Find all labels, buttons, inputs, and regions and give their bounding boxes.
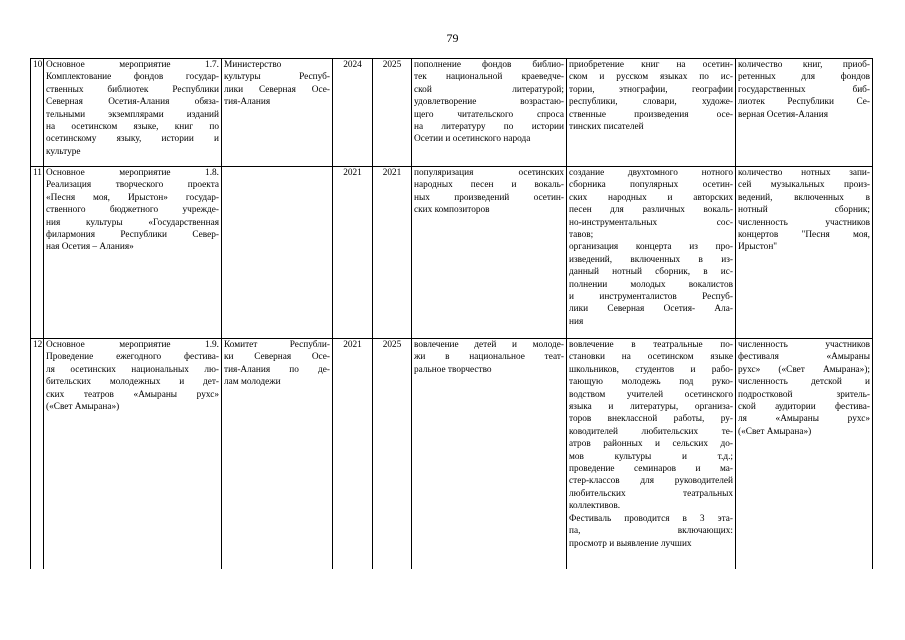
event-cell xyxy=(44,339,222,570)
cell-line: ских композиторов xyxy=(414,205,490,216)
cell-line: верная Осетия-Алания xyxy=(738,109,829,120)
cell-line: Фестиваль проводится в 3 эта- xyxy=(569,513,733,524)
cell-line: организация концерта из про- xyxy=(569,242,733,253)
cell-line: данный нотный сборник, в ис- xyxy=(569,267,733,278)
cell-line: щего читательского спроса xyxy=(414,109,564,120)
cell-line: численность участников xyxy=(738,217,870,228)
cell-line: любительских театральных xyxy=(569,488,733,499)
cell-line: вовлечение в театральные по- xyxy=(569,340,733,350)
cell-line: ственные произведения осе- xyxy=(569,109,733,120)
cell-line: пополнение фондов библио- xyxy=(414,60,564,70)
cell-line: ских театров «Амыраны рухс» xyxy=(46,389,219,400)
result-cell xyxy=(567,59,736,167)
cell-line: ных произведений осетин- xyxy=(414,192,564,203)
cell-line: ретенных для фондов xyxy=(738,72,870,83)
cell-line: численность участников xyxy=(738,340,870,350)
cell-line: («Свет Амыранa») xyxy=(738,426,812,437)
cell-line: Комитет Республи- xyxy=(224,340,330,350)
cell-line: торов внеклассной работы, ру- xyxy=(569,414,733,425)
cell-line: тек национальной краеведче- xyxy=(414,72,564,83)
cell-line: филармония Республики Север- xyxy=(46,230,219,241)
cell-line: «Песня моя, Ирыстон» государ- xyxy=(46,192,219,203)
cell-line: ственного бюджетного учрежде- xyxy=(46,205,219,216)
cell-line: Северная Осетия-Алания обяза- xyxy=(46,97,219,108)
indicator-cell xyxy=(736,339,873,570)
cell-line: песен для различных вокаль- xyxy=(569,205,733,216)
cell-line: нотный сборник; xyxy=(738,205,870,216)
cell-line: ля «Амыраны рухс» xyxy=(738,414,870,425)
cell-line: популяризация осетинских xyxy=(414,168,564,178)
cell-line: сборника популярных осетин- xyxy=(569,180,733,191)
cell-line: водством учителей осетинского xyxy=(569,389,733,400)
table-row xyxy=(31,339,873,570)
cell-line: создание двухтомного нотного xyxy=(569,168,733,178)
indicator-cell xyxy=(736,59,873,167)
cell-line: на осетинском языке, книг по xyxy=(46,122,219,133)
cell-line: вовлечение детей и молоде- xyxy=(414,340,564,350)
cell-line: коллективов. xyxy=(569,501,621,512)
cell-line: Основное мероприятие 1.8. xyxy=(46,168,219,178)
result-cell xyxy=(567,167,736,339)
cell-line: подростковой зритель- xyxy=(738,389,870,400)
cell-line: лам молодежи xyxy=(224,377,281,388)
cell-line: тающую молодежь под руко- xyxy=(569,377,733,388)
cell-line: просмотр и выявление лучших xyxy=(569,538,692,549)
cell-line: мов культуры и т.д.; xyxy=(569,451,733,462)
cell-line: количество нотных запи- xyxy=(738,168,870,178)
cell-line: Основное мероприятие 1.9. xyxy=(46,340,219,350)
cell-line: концертов "Песня моя, xyxy=(738,230,870,241)
indicator-cell xyxy=(736,167,873,339)
cell-line: народных песен и вокаль- xyxy=(414,180,564,191)
goal-cell xyxy=(412,59,567,167)
table-row xyxy=(31,59,873,167)
cell-line: бительских молодежных и дет- xyxy=(46,377,219,388)
cell-line: ная Осетия – Алания» xyxy=(46,242,134,253)
cell-line: ля осетинских национальных лю- xyxy=(46,364,219,375)
cell-line: изведений, включенных в из- xyxy=(569,254,733,265)
cell-line: Реализация творческого проекта xyxy=(46,180,219,191)
cell-line: лики Северная Осе- xyxy=(224,84,330,95)
goal-cell xyxy=(412,339,567,570)
table-row xyxy=(31,167,873,339)
cell-line: осетинскому языку, истории и xyxy=(46,134,219,145)
cell-line: тия-Алания по де- xyxy=(224,364,330,375)
cell-line: па, включающих: xyxy=(569,526,733,537)
event-cell xyxy=(44,59,222,167)
cell-line: государственных биб- xyxy=(738,84,870,95)
cell-line: численность детской и xyxy=(738,377,870,388)
cell-line: ководителей любительских те- xyxy=(569,426,733,437)
cell-line: жи в национальное теат- xyxy=(414,352,564,363)
cell-line: приобретение книг на осетин- xyxy=(569,60,733,70)
page-number: 79 xyxy=(446,31,459,45)
cell-line: тельными экземплярами изданий xyxy=(46,109,219,120)
executor-cell xyxy=(222,339,333,570)
cell-line: полнении молодых вокалистов xyxy=(569,279,733,290)
cell-line: ской аудитории фестива- xyxy=(738,402,870,413)
cell-line: тия-Алания xyxy=(224,97,271,108)
cell-line: ской литературой; xyxy=(414,84,564,95)
end-year-cell: 2021 xyxy=(373,167,412,339)
cell-line: тории, этнографии, географии xyxy=(569,84,733,95)
cell-line: на литературу по истории xyxy=(414,122,564,133)
cell-line: Проведение ежегодного фестива- xyxy=(46,352,219,363)
cell-line: («Свет Амыранa») xyxy=(46,402,120,413)
cell-line: но-инструментальных сос- xyxy=(569,217,733,228)
executor-cell xyxy=(222,59,333,167)
cell-line: тинских писателей xyxy=(569,122,644,133)
cell-line: культуры Респуб- xyxy=(224,72,330,83)
cell-line: Комплектование фондов государ- xyxy=(46,72,219,83)
cell-line: языка и литературы, организа- xyxy=(569,402,733,413)
start-year-cell: 2021 xyxy=(333,339,373,570)
cell-line: атров районных и сельских до- xyxy=(569,439,733,450)
row-number: 12 xyxy=(31,339,44,570)
cell-line: рухс» («Свет Амыранa»); xyxy=(738,364,870,375)
cell-line: лиотек Республики Се- xyxy=(738,97,870,108)
start-year-cell: 2021 xyxy=(333,167,373,339)
cell-line: Основное мероприятие 1.7. xyxy=(46,60,219,70)
cell-line: Министерство xyxy=(224,60,282,70)
result-cell xyxy=(567,339,736,570)
cell-line: проведение семинаров и ма- xyxy=(569,464,733,475)
cell-line: Ирыстон" xyxy=(738,242,778,253)
cell-line: ральное творчество xyxy=(414,364,492,375)
cell-line: ведений, включенных в xyxy=(738,192,870,203)
cell-line: сей музыкальных произ- xyxy=(738,180,870,191)
cell-line: школьников, студентов и рабо- xyxy=(569,364,733,375)
executor-cell xyxy=(222,167,333,339)
event-cell xyxy=(44,167,222,339)
cell-line: ских народных и авторских xyxy=(569,192,733,203)
cell-line: стер-классов для руководителей xyxy=(569,476,733,487)
cell-line: количество книг, приоб- xyxy=(738,60,870,70)
end-year-cell: 2025 xyxy=(373,339,412,570)
cell-line: Осетии и осетинского народа xyxy=(414,134,531,145)
cell-line: тавов; xyxy=(569,230,594,241)
program-events-table xyxy=(30,58,873,569)
cell-line: ния культуры «Государственная xyxy=(46,217,219,228)
cell-line: лики Северная Осетия- Ала- xyxy=(569,304,733,315)
cell-line: ки Северная Осе- xyxy=(224,352,330,363)
cell-line: культуре xyxy=(46,146,81,157)
row-number: 11 xyxy=(31,167,44,339)
cell-line: фестиваля «Амыраны xyxy=(738,352,870,363)
start-year-cell: 2024 xyxy=(333,59,373,167)
cell-line: удовлетворение возрастаю- xyxy=(414,97,564,108)
cell-line: ственных библиотек Республики xyxy=(46,84,219,95)
cell-line: ния xyxy=(569,316,584,327)
cell-line: ском и русском языках по ис- xyxy=(569,72,733,83)
cell-line: и инструменталистов Респуб- xyxy=(569,292,733,303)
goal-cell xyxy=(412,167,567,339)
row-number: 10 xyxy=(31,59,44,167)
cell-line: становки на осетинском языке xyxy=(569,352,733,363)
cell-line: республики, словари, художе- xyxy=(569,97,733,108)
end-year-cell: 2025 xyxy=(373,59,412,167)
